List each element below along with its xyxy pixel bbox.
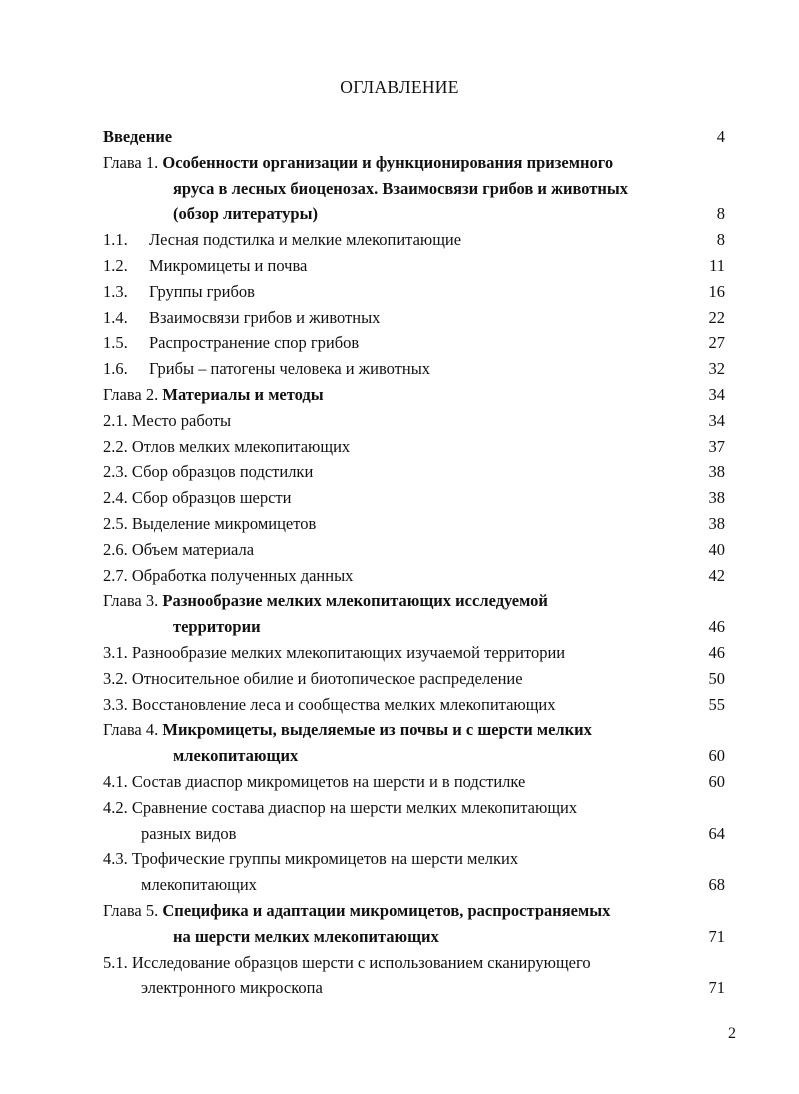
toc-entry-title: 3.3. Восстановление леса и сообщества мелких млекопитающих	[103, 694, 556, 714]
toc-entry-page: 46	[708, 617, 725, 637]
toc-entry-text	[149, 253, 307, 279]
toc-entry-title: 4.1. Состав диаспор микромицетов на шерсти и в подстилке	[103, 771, 526, 791]
toc-entry-number: 1.1.	[103, 230, 128, 250]
toc-entry-page: 38	[708, 513, 725, 533]
toc-entry-page: 71	[708, 926, 725, 946]
toc-entry-page: 8	[716, 204, 725, 224]
toc-entry-text	[173, 176, 628, 202]
toc-entry-page: 71	[708, 978, 725, 998]
toc-entry-number: 1.2.	[103, 255, 128, 275]
toc-entry-text	[103, 717, 592, 743]
toc-entry	[103, 588, 725, 614]
toc-chapter-prefix: Глава 1.	[103, 152, 163, 172]
toc-entry	[103, 898, 725, 924]
toc-entry-text	[103, 150, 613, 176]
toc-entry-title: Грибы – патогены человека и животных	[149, 359, 431, 379]
toc-chapter-prefix: Глава 5.	[103, 900, 163, 920]
toc-entry-text	[173, 201, 318, 227]
toc-entry-title: на шерсти мелких млекопитающих	[173, 926, 439, 946]
toc-entry-title: 2.5. Выделение микромицетов	[103, 513, 317, 533]
toc-entry-page: 46	[708, 642, 725, 662]
toc-entry-text	[103, 434, 350, 460]
toc-entry-text	[173, 743, 298, 769]
toc-entry-text	[103, 950, 591, 976]
toc-entry-text	[103, 537, 254, 563]
toc-entry	[103, 975, 725, 1001]
toc-entry-text	[103, 640, 565, 666]
toc-entry-number: 1.5.	[103, 333, 128, 353]
toc-entry	[103, 485, 725, 511]
toc-entry-page: 68	[708, 875, 725, 895]
toc-entry-text	[103, 459, 313, 485]
toc-entry	[103, 201, 725, 227]
toc-entry	[103, 872, 725, 898]
toc-entry-title: Разнообразие мелких млекопитающих исследуемой	[162, 591, 548, 611]
toc-entry-title: Лесная подстилка и мелкие млекопитающие	[149, 230, 462, 250]
toc-entry-title: 4.2. Сравнение состава диаспор на шерсти мелких млекопитающих	[103, 797, 578, 817]
toc-entry	[103, 356, 725, 382]
toc-entry-page: 42	[708, 565, 725, 585]
toc-entry-page: 16	[708, 281, 725, 301]
toc-entry-title: Введение	[103, 127, 173, 146]
toc-entry-page: 34	[708, 384, 725, 404]
toc-entry-text	[173, 924, 439, 950]
toc-entry-page: 55	[708, 694, 725, 714]
toc-entry	[103, 459, 725, 485]
toc-entry-title: Специфика и адаптации микромицетов, распространяемых	[162, 900, 611, 920]
toc-entry	[103, 563, 725, 589]
toc-entry	[103, 821, 725, 847]
toc-entry-title: млекопитающих	[173, 746, 299, 766]
page-title: ОГЛАВЛЕНИЕ	[340, 77, 459, 97]
toc-entry-text	[103, 485, 291, 511]
toc-entry	[103, 640, 725, 666]
toc-entry-page: 32	[708, 359, 725, 379]
toc-entry-title: яруса в лесных биоценозах. Взаимосвязи грибов и животных	[173, 178, 629, 198]
toc-entry-page: 27	[708, 333, 725, 353]
toc-entry-text	[103, 124, 172, 150]
toc-entry	[103, 924, 725, 950]
toc-chapter-prefix: Глава 4.	[103, 720, 163, 740]
toc-entry-text	[149, 305, 380, 331]
toc-entry-page: 60	[708, 746, 725, 766]
page-number: 2	[728, 1025, 736, 1042]
toc-entry-page: 38	[708, 488, 725, 508]
toc-entry-text	[149, 356, 430, 382]
toc-entry-number: 1.6.	[103, 359, 128, 379]
toc-entry-page: 60	[708, 771, 725, 791]
toc-entry-page: 34	[708, 410, 725, 430]
toc-entry-title: 2.4. Сбор образцов шерсти	[103, 488, 292, 508]
toc-entry-text	[149, 279, 255, 305]
toc-entry-page: 4	[716, 127, 725, 146]
toc-entry-title: Взаимосвязи грибов и животных	[149, 307, 381, 327]
toc-entry-text	[173, 614, 261, 640]
toc-entry	[103, 330, 725, 356]
toc-entry-page: 8	[716, 230, 725, 250]
toc-entry-title: разных видов	[141, 823, 237, 843]
toc-entry-text	[103, 511, 316, 537]
toc-entry-text	[149, 330, 359, 356]
toc-entry-title: 2.6. Объем материала	[103, 539, 255, 559]
toc-entry-title: (обзор литературы)	[173, 204, 318, 224]
toc-entry-text	[141, 975, 323, 1001]
toc-entry	[103, 666, 725, 692]
toc-entry-title: 2.3. Сбор образцов подстилки	[103, 462, 314, 482]
toc-entry-title: Распространение спор грибов	[149, 333, 360, 353]
toc-entry-title: электронного микроскопа	[141, 978, 323, 998]
toc-entry-number: 1.3.	[103, 281, 128, 301]
toc-entry-text	[103, 588, 548, 614]
toc-entry	[103, 434, 725, 460]
toc-entry	[103, 846, 725, 872]
toc-entry-text	[149, 227, 461, 253]
toc-entry	[103, 511, 725, 537]
toc-entry-title: Микромицеты и почва	[149, 255, 308, 275]
toc-entry-text	[103, 846, 518, 872]
toc-entry-text	[103, 898, 610, 924]
toc-entry-text	[103, 666, 523, 692]
toc-entry-text	[141, 821, 236, 847]
toc-entry	[103, 176, 725, 202]
toc-entry-page: 64	[708, 823, 725, 843]
toc-entry-title: 2.2. Отлов мелких млекопитающих	[103, 436, 351, 456]
toc-entry-text	[103, 795, 577, 821]
toc-entry	[103, 253, 725, 279]
toc-entry-title: 2.1. Место работы	[103, 410, 232, 430]
toc-entry-title: Особенности организации и функционирования приземного	[162, 152, 614, 172]
toc-entry-page: 40	[708, 539, 725, 559]
toc-chapter-prefix: Глава 3.	[103, 591, 163, 611]
toc-entry	[103, 795, 725, 821]
toc-entry-title: Группы грибов	[149, 281, 255, 301]
toc-entry-text	[103, 769, 525, 795]
table-of-contents	[103, 124, 725, 1001]
toc-entry-title: территории	[173, 617, 261, 637]
toc-entry-page: 37	[708, 436, 725, 456]
toc-entry	[103, 382, 725, 408]
toc-entry-title: 3.2. Относительное обилие и биотопическое распределение	[103, 668, 523, 688]
toc-entry	[103, 279, 725, 305]
toc-entry-text	[141, 872, 257, 898]
toc-entry-title: Материалы и методы	[162, 384, 324, 404]
toc-entry-text	[103, 408, 231, 434]
toc-entry	[103, 305, 725, 331]
toc-entry	[103, 614, 725, 640]
toc-entry	[103, 743, 725, 769]
toc-entry-title: Микромицеты, выделяемые из почвы и с шерсти мелких	[162, 720, 592, 740]
toc-entry	[103, 769, 725, 795]
toc-entry-text	[103, 692, 556, 718]
toc-entry-page: 50	[708, 668, 725, 688]
toc-entry-page: 38	[708, 462, 725, 482]
toc-entry-title: 5.1. Исследование образцов шерсти с использованием сканирующего	[103, 952, 591, 972]
toc-entry	[103, 717, 725, 743]
toc-entry	[103, 692, 725, 718]
toc-entry-text	[103, 563, 353, 589]
toc-chapter-prefix: Глава 2.	[103, 384, 163, 404]
toc-entry	[103, 227, 725, 253]
toc-entry	[103, 537, 725, 563]
toc-entry-title: 4.3. Трофические группы микромицетов на шерсти мелких	[103, 849, 519, 869]
toc-entry	[103, 124, 725, 150]
toc-entry	[103, 950, 725, 976]
toc-entry	[103, 150, 725, 176]
toc-entry-title: 2.7. Обработка полученных данных	[103, 565, 354, 585]
toc-entry-number: 1.4.	[103, 307, 128, 327]
toc-entry-page: 11	[709, 255, 725, 275]
toc-entry	[103, 408, 725, 434]
toc-entry-title: млекопитающих	[141, 875, 257, 895]
toc-entry-page: 22	[708, 307, 725, 327]
toc-entry-text	[103, 382, 324, 408]
toc-entry-title: 3.1. Разнообразие мелких млекопитающих изучаемой территории	[103, 642, 566, 662]
